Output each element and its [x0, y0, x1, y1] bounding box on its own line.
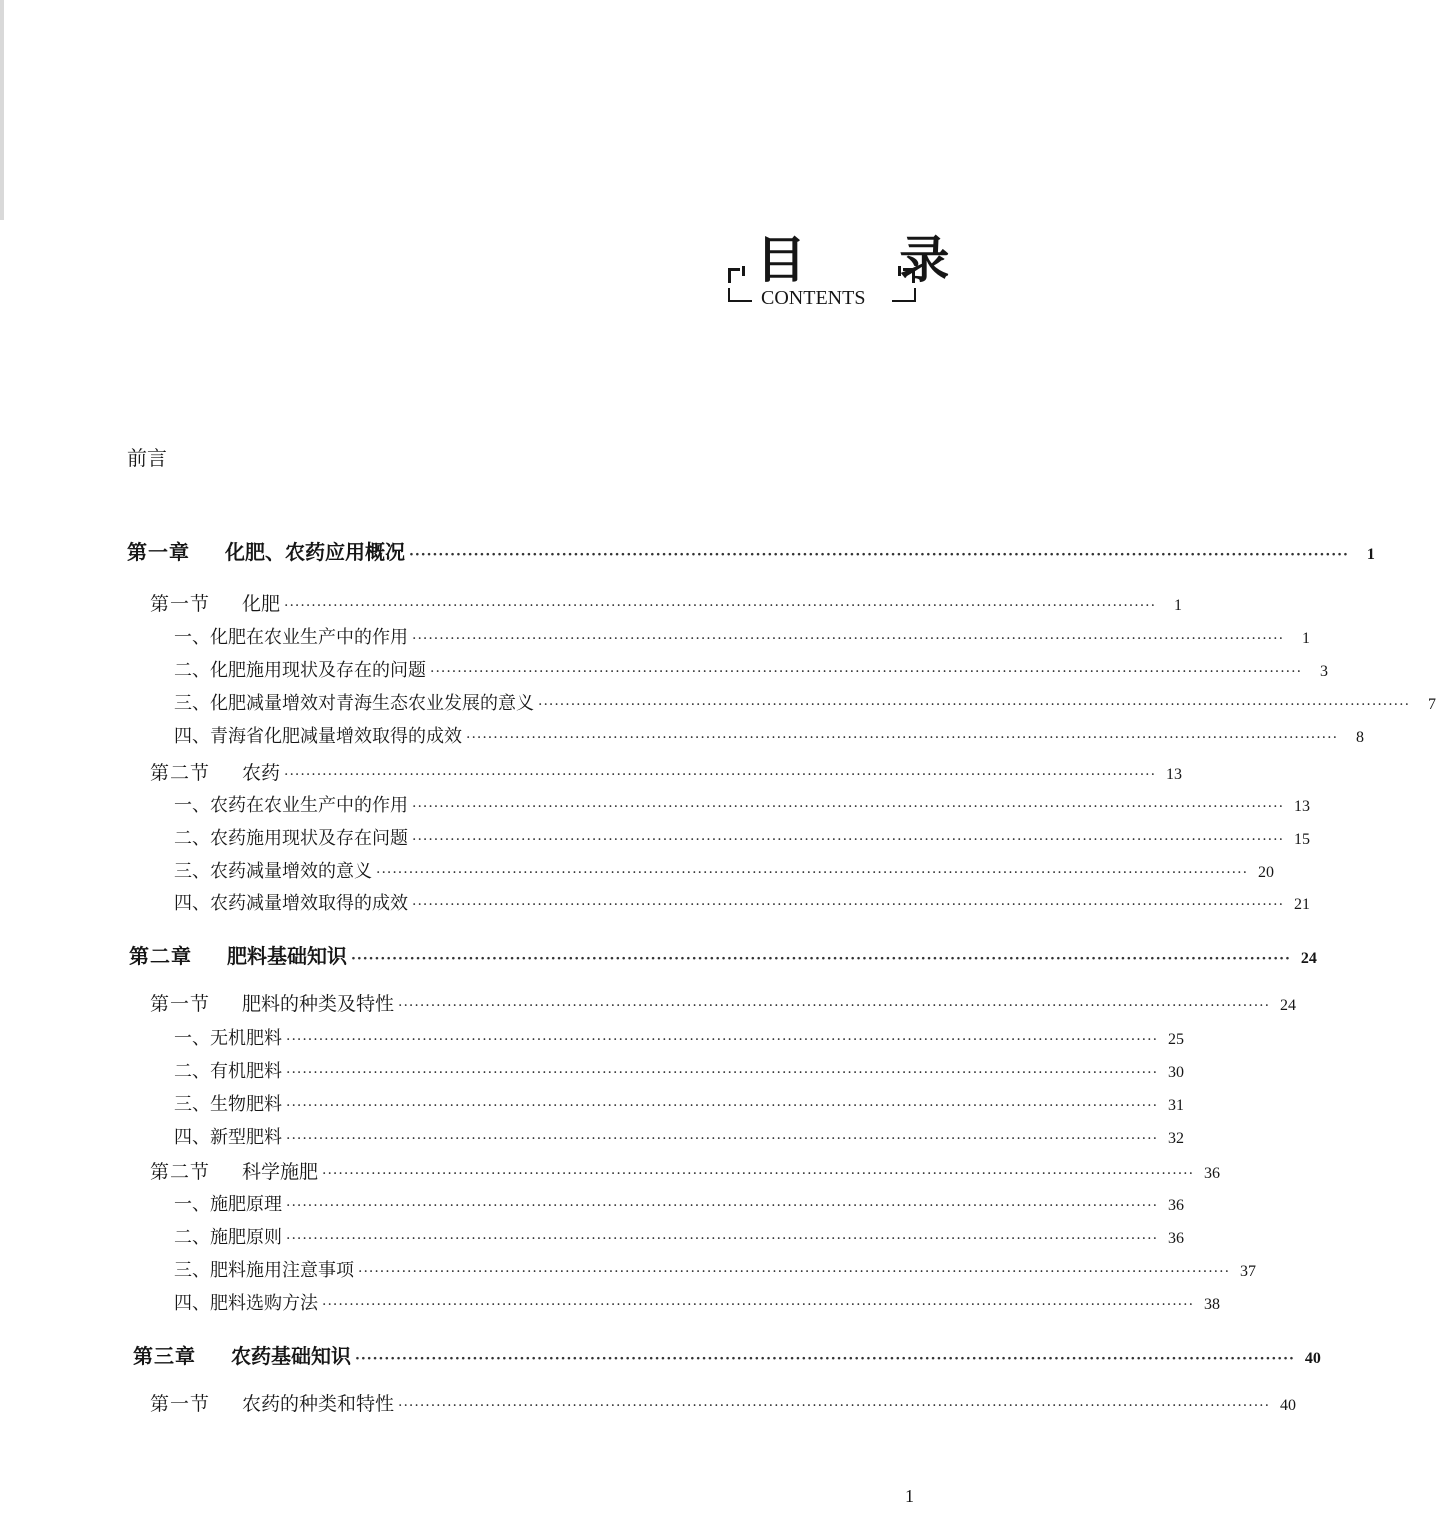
dot-leader: ································································································································································ — [412, 832, 1285, 848]
dot-leader: ································································································································································ — [358, 1264, 1231, 1280]
dot-leader: ································································································································································ — [376, 865, 1249, 881]
toc-chapter[interactable] — [133, 1340, 1321, 1369]
toc-item[interactable] — [174, 656, 1329, 682]
toc-title: 化肥、农药应用概况 — [225, 540, 405, 564]
dot-leader: ································································································································································ — [412, 631, 1285, 647]
dot-leader: ································································································································································ — [355, 1351, 1295, 1367]
dot-leader: ································································································································································ — [398, 1398, 1271, 1414]
toc-page-number: 8 — [1356, 729, 1365, 746]
toc-title: 农药基础知识 — [231, 1344, 351, 1368]
toc-title: 一、施肥原理 — [174, 1194, 282, 1215]
toc-item[interactable] — [174, 722, 1365, 748]
toc-title: 四、新型肥料 — [174, 1127, 282, 1148]
dot-leader: ································································································································································ — [286, 1231, 1159, 1247]
toc-item[interactable] — [174, 1289, 1221, 1315]
toc-section[interactable] — [150, 1157, 1221, 1184]
dot-leader: ································································································································································ — [322, 1166, 1195, 1182]
toc-page-number: 20 — [1258, 864, 1275, 881]
toc-page-number: 32 — [1168, 1130, 1185, 1147]
toc-item[interactable] — [174, 1024, 1185, 1050]
toc-page-number: 1 — [1366, 546, 1375, 563]
toc-section[interactable] — [150, 758, 1183, 785]
toc-title: 一、无机肥料 — [174, 1028, 282, 1049]
toc-title: 三、化肥减量增效对青海生态农业发展的意义 — [174, 693, 534, 714]
dot-leader: ································································································································································ — [284, 598, 1157, 614]
dot-leader: ································································································································································ — [351, 951, 1291, 967]
toc-title: 农药的种类和特性 — [242, 1393, 395, 1415]
dot-leader: ································································································································································ — [466, 730, 1339, 746]
toc-page-number: 40 — [1280, 1397, 1297, 1414]
toc-title: 农药 — [242, 762, 281, 784]
dot-leader: ································································································································································ — [322, 1297, 1195, 1313]
toc-item[interactable] — [174, 1256, 1257, 1282]
toc-item[interactable] — [174, 857, 1275, 883]
toc-item[interactable] — [174, 623, 1311, 649]
toc-page-number: 36 — [1168, 1197, 1185, 1214]
toc-item[interactable] — [174, 889, 1311, 915]
toc-label: 第二节 — [150, 1161, 211, 1183]
toc-page-number: 38 — [1204, 1296, 1221, 1313]
toc-title: 三、农药减量增效的意义 — [174, 861, 372, 882]
toc-page-number: 1 — [1174, 597, 1183, 614]
dot-leader: ································································································································································ — [409, 547, 1349, 563]
toc-title: 化肥 — [242, 593, 281, 615]
toc-page-number: 24 — [1300, 950, 1317, 967]
toc-page-number: 36 — [1204, 1165, 1221, 1182]
toc-page-number: 15 — [1294, 831, 1311, 848]
toc-label: 第一节 — [150, 993, 211, 1015]
toc-title: 四、农药减量增效取得的成效 — [174, 893, 408, 914]
dot-leader: ································································································································································ — [412, 897, 1285, 913]
toc-title: 四、青海省化肥减量增效取得的成效 — [174, 726, 462, 747]
toc-page-number: 37 — [1240, 1263, 1257, 1280]
toc-page-number: 7 — [1428, 696, 1436, 713]
toc-title: 四、肥料选购方法 — [174, 1293, 318, 1314]
toc-item[interactable] — [174, 1057, 1185, 1083]
toc-title: 一、化肥在农业生产中的作用 — [174, 627, 408, 648]
dot-leader: ································································································································································ — [286, 1198, 1159, 1214]
toc-title: 三、生物肥料 — [174, 1094, 282, 1115]
dot-leader: ································································································································································ — [284, 767, 1157, 783]
toc-title: 科学施肥 — [242, 1161, 319, 1183]
toc-page-number: 13 — [1166, 766, 1183, 783]
toc-title: 二、有机肥料 — [174, 1061, 282, 1082]
toc-label: 第二节 — [150, 762, 211, 784]
toc-page-number: 1 — [1302, 630, 1311, 647]
toc-page-number: 21 — [1294, 896, 1311, 913]
page-number: 1 — [905, 1486, 914, 1506]
toc-item[interactable] — [174, 1123, 1185, 1149]
dot-leader: ································································································································································ — [286, 1065, 1159, 1081]
dot-leader: ································································································································································ — [412, 799, 1285, 815]
toc-label: 第一节 — [150, 1393, 211, 1415]
toc-title: 二、化肥施用现状及存在的问题 — [174, 660, 426, 681]
toc-item[interactable] — [174, 1223, 1185, 1249]
dot-leader: ································································································································································ — [286, 1131, 1159, 1147]
dot-leader: ································································································································································ — [398, 998, 1271, 1014]
toc-item[interactable] — [174, 791, 1311, 817]
toc-page-number: 31 — [1168, 1097, 1185, 1114]
toc-label: 第二章 — [129, 944, 192, 968]
toc-page-number: 36 — [1168, 1230, 1185, 1247]
toc-label: 第三章 — [133, 1344, 196, 1368]
toc-page-number: 13 — [1294, 798, 1311, 815]
toc-chapter[interactable] — [129, 940, 1317, 969]
toc-section[interactable] — [150, 1389, 1297, 1416]
toc-title: 二、施肥原则 — [174, 1227, 282, 1248]
title-chinese: 目 录 — [756, 230, 988, 289]
toc-title: 肥料基础知识 — [227, 944, 347, 968]
toc-chapter[interactable] — [127, 536, 1375, 565]
toc-title: 一、农药在农业生产中的作用 — [174, 795, 408, 816]
toc-page-number: 24 — [1280, 997, 1297, 1014]
toc-section[interactable] — [150, 989, 1297, 1016]
dot-leader: ································································································································································ — [286, 1032, 1159, 1048]
toc-page-number: 30 — [1168, 1064, 1185, 1081]
dot-leader: ································································································································································ — [286, 1098, 1159, 1114]
toc-section[interactable] — [150, 589, 1183, 616]
toc-item[interactable] — [174, 689, 1436, 715]
title-english: CONTENTS — [761, 287, 866, 309]
toc-page-number: 40 — [1304, 1350, 1321, 1367]
dot-leader: ································································································································································ — [538, 697, 1411, 713]
toc-title: 肥料的种类及特性 — [242, 993, 395, 1015]
toc-item[interactable] — [174, 1190, 1185, 1216]
toc-label: 第一节 — [150, 593, 211, 615]
toc-item[interactable] — [174, 824, 1311, 850]
toc-label: 第一章 — [127, 540, 190, 564]
preface-entry[interactable]: 前言 — [127, 446, 167, 470]
toc-title: 二、农药施用现状及存在问题 — [174, 828, 408, 849]
toc-item[interactable] — [174, 1090, 1185, 1116]
dot-leader: ································································································································································ — [430, 664, 1303, 680]
toc-title: 三、肥料施用注意事项 — [174, 1260, 354, 1281]
toc-page-number: 3 — [1320, 663, 1329, 680]
toc-page-number: 25 — [1168, 1031, 1185, 1048]
